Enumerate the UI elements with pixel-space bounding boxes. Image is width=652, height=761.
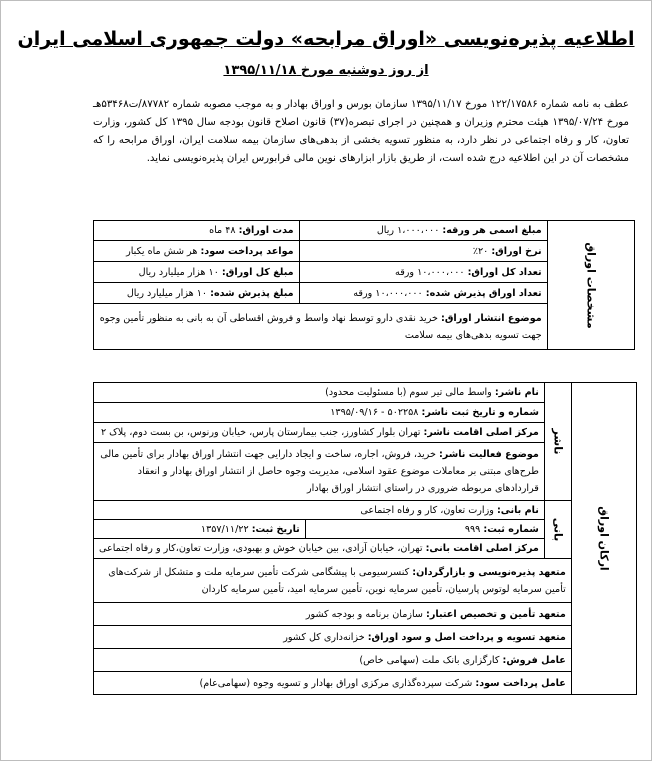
publisher-registration: شماره و تاریخ ثبت ناشر: ۵۰۲۲۵۸ - ۱۳۹۵/۰۹/۱۶ <box>94 403 545 423</box>
founder-reg-number: شماره ثبت: ۹۹۹ <box>305 520 544 539</box>
spec-cell: مبلغ اسمی هر ورقه: ۱،۰۰۰،۰۰۰ ریال <box>299 221 547 241</box>
underwriter-row: متعهد پذیره‌نویسی و بازارگردان: کنسرسیومی با پیشگامی شرکت تأمین سرمایه ملت و متشکل از شرکت‌های تأمین سرمایه لوتوس پارسیان، تأمین سرمایه نوین، تأمین سرمایه امید، تأمین سرمایه کاردان <box>94 559 572 603</box>
credit-guarantor-row: متعهد تأمین و تخصیص اعتبار: سازمان برنامه و بودجه کشور <box>94 603 572 626</box>
founder-reg-date: تاریخ ثبت: ۱۳۵۷/۱۱/۲۲ <box>94 520 306 539</box>
payment-agent-row: عامل پرداخت سود: شرکت سپرده‌گذاری مرکزی اوراق بهادار و تسویه وجوه (سهامی‌عام) <box>94 672 572 695</box>
spec-cell: مبلغ کل اوراق: ۱۰ هزار میلیارد ریال <box>94 262 300 283</box>
publisher-activity: موضوع فعالیت ناشر: خرید، فروش، اجاره، ساخت و ایجاد دارایی جهت انتشار اوراق بهادار برای تأمین مالی طرح‌های مبتنی بر معاملات موضوع عقود اسلامی، مدیریت وجوه حاصل از انتشار اوراق بهادار و انعقاد قراردادهای مربوطه ضروری در راستای انتشار اوراق بهادار <box>94 443 545 501</box>
intro-text: عطف به نامه شماره ۱۲۲/۱۷۵۸۶ مورخ ۱۳۹۵/۱۱/۱۷ سازمان بورس و اوراق بهادار و به موجب مصوبه شماره ۸۷۷۸۲/ت۵۳۴۶۸هـ مورخ ۱۳۹۵/۰۷/۲۴ هیئت محترم وزیران و همچنین در اجرای تبصره(۳۷) قانون اصلاح قانون بودجه سال ۱۳۹۵ کل کشور، وزارت تعاون، کار و رفاه اجتماعی در نظر دارد، به منظور تسویه بخشی از بدهی‌های سازمان بیمه سلامت ایران، اوراق مرابحه را که مشخصات آن در این اطلاعیه درج شده است، از طریق بازار ابزارهای نوین مالی فرابورس ایران پذیره‌نویسی نماید. <box>93 99 629 164</box>
publisher-address: مرکز اصلی اقامت ناشر: تهران بلوار کشاورز، جنب بیمارستان پارس، خیابان ورنوس، بن بست دوم، پلاک ۲ <box>94 423 545 443</box>
subject-cell: موضوع انتشار اوراق: خرید نقدی دارو توسط نهاد واسط و فروش اقساطی آن به بانی به منظور تأمین وجوه جهت تسویه بدهی‌های بیمه سلامت <box>94 304 548 350</box>
spec-cell: نرخ اوراق: ۲۰٪ <box>299 241 547 262</box>
publisher-name: نام ناشر: واسط مالی تیر سوم (با مسئولیت محدود) <box>94 383 545 403</box>
founder-address: مرکز اصلی اقامت بانی: تهران، خیابان آزادی، بین خیابان خوش و بهبودی، وزارت تعاون،کار و رفاه اجتماعی <box>94 539 545 559</box>
spec-cell: مبلغ پذیرش شده: ۱۰ هزار میلیارد ریال <box>94 283 300 304</box>
spec-cell: مدت اوراق: ۴۸ ماه <box>94 221 300 241</box>
specs-table <box>93 220 635 350</box>
founder-name: نام بانی: وزارت تعاون، کار و رفاه اجتماعی <box>94 501 545 520</box>
intro-paragraph <box>93 96 629 168</box>
sales-agent-row: عامل فروش: کارگزاری بانک ملت (سهامی خاص) <box>94 649 572 672</box>
specs-section-label: مشخصات اوراق <box>547 221 634 350</box>
publisher-label: ناشر <box>544 383 571 501</box>
settlement-row: متعهد تسویه و پرداخت اصل و سود اوراق: خزانه‌داری کل کشور <box>94 626 572 649</box>
page-title: اطلاعیه پذیره‌نویسی «اوراق مرابحه» دولت جمهوری اسلامی ایران <box>17 28 635 50</box>
spec-cell: تعداد اوراق پذیرش شده: ۱۰،۰۰۰،۰۰۰ ورقه <box>299 283 547 304</box>
founder-label: بانی <box>544 501 571 559</box>
pillars-section-label: ارکان اوراق <box>571 383 636 695</box>
pillars-table <box>93 382 637 695</box>
spec-cell: مواعد پرداخت سود: هر شش ماه یکبار <box>94 241 300 262</box>
spec-cell: تعداد کل اوراق: ۱۰،۰۰۰،۰۰۰ ورقه <box>299 262 547 283</box>
page-subtitle: از روز دوشنبه مورخ ۱۳۹۵/۱۱/۱۸ <box>223 63 429 78</box>
